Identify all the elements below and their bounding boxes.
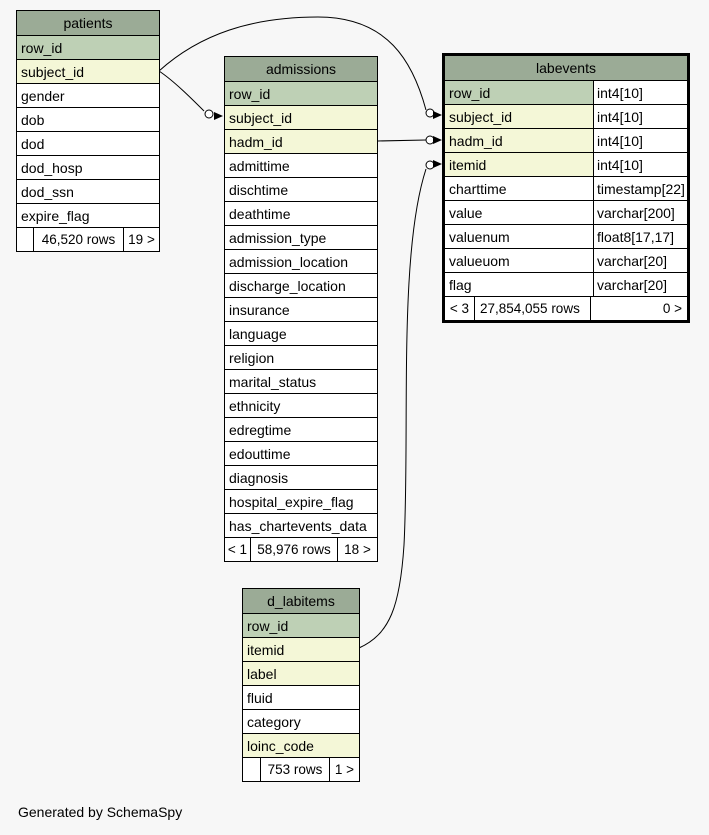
footer-related-right: 19 > bbox=[123, 228, 159, 251]
table-row[interactable] bbox=[225, 441, 377, 465]
column-name: loinc_code bbox=[243, 734, 359, 757]
relationship-arrow-labevents-itemid bbox=[433, 160, 442, 168]
column-name: edregtime bbox=[229, 421, 292, 438]
column-name: has_chartevents_data bbox=[229, 517, 367, 534]
column-name: subject_id bbox=[445, 105, 593, 128]
footer-row-count: 46,520 rows bbox=[41, 231, 116, 247]
column-name: valuenum bbox=[449, 228, 510, 245]
relationship-line-patients-admissions bbox=[159, 71, 204, 111]
table-admissions-body bbox=[225, 81, 377, 537]
relationship-circle-admissions-subject-id bbox=[205, 110, 213, 118]
column-type: varchar[200] bbox=[593, 201, 687, 224]
column-name: category bbox=[247, 713, 301, 730]
column-type: int4[10] bbox=[593, 105, 687, 128]
table-labevents-body bbox=[445, 80, 687, 296]
table-row[interactable] bbox=[225, 297, 377, 321]
footer-related-right: 1 > bbox=[329, 758, 359, 781]
column-name: row_id bbox=[225, 82, 377, 105]
table-row[interactable] bbox=[225, 393, 377, 417]
table-row[interactable] bbox=[17, 83, 159, 107]
table-row[interactable] bbox=[17, 203, 159, 227]
table-row[interactable] bbox=[445, 200, 687, 224]
table-d-labitems-header[interactable]: d_labitems bbox=[243, 589, 359, 613]
table-row[interactable] bbox=[445, 224, 687, 248]
column-name: insurance bbox=[229, 301, 290, 318]
table-row[interactable] bbox=[225, 273, 377, 297]
column-name: row_id bbox=[445, 81, 593, 104]
column-name: ethnicity bbox=[229, 397, 281, 414]
column-name: admission_location bbox=[229, 253, 349, 270]
column-name: dob bbox=[21, 111, 45, 128]
table-row[interactable] bbox=[17, 107, 159, 131]
table-row[interactable] bbox=[225, 177, 377, 201]
column-name: subject_id bbox=[225, 106, 377, 129]
table-patients bbox=[16, 10, 160, 252]
table-labevents-footer bbox=[445, 296, 687, 320]
table-patients-footer bbox=[17, 227, 159, 251]
table-row[interactable] bbox=[17, 59, 159, 83]
column-type: timestamp[22] bbox=[593, 177, 687, 200]
column-name: marital_status bbox=[229, 373, 317, 390]
table-admissions bbox=[224, 56, 378, 562]
table-row[interactable] bbox=[225, 201, 377, 225]
column-type: int4[10] bbox=[593, 129, 687, 152]
table-d-labitems bbox=[242, 588, 360, 782]
relationship-arrow-admissions-subject-id bbox=[214, 112, 223, 120]
table-row[interactable] bbox=[445, 128, 687, 152]
table-admissions-header[interactable]: admissions bbox=[225, 57, 377, 81]
table-row[interactable] bbox=[17, 35, 159, 59]
column-type: float8[17,17] bbox=[593, 225, 687, 248]
table-row[interactable] bbox=[225, 249, 377, 273]
column-name: discharge_location bbox=[229, 277, 346, 294]
table-row[interactable] bbox=[225, 417, 377, 441]
column-name: language bbox=[229, 325, 287, 342]
column-name: hospital_expire_flag bbox=[229, 493, 354, 510]
table-row[interactable] bbox=[243, 709, 359, 733]
table-labevents-header[interactable]: labevents bbox=[445, 56, 687, 80]
table-row[interactable] bbox=[17, 155, 159, 179]
column-name: gender bbox=[21, 87, 65, 104]
table-row[interactable] bbox=[225, 369, 377, 393]
table-row[interactable] bbox=[243, 661, 359, 685]
footer-related-right: 18 > bbox=[337, 538, 377, 561]
table-admissions-footer bbox=[225, 537, 377, 561]
table-row[interactable] bbox=[445, 80, 687, 104]
column-name: diagnosis bbox=[229, 469, 289, 486]
column-name: deathtime bbox=[229, 205, 291, 222]
column-name: flag bbox=[449, 276, 472, 293]
column-name: expire_flag bbox=[21, 207, 90, 224]
column-name: dischtime bbox=[229, 181, 289, 198]
table-patients-header[interactable]: patients bbox=[17, 11, 159, 35]
generated-by-note: Generated by SchemaSpy bbox=[18, 804, 183, 820]
table-row[interactable] bbox=[445, 104, 687, 128]
table-patients-body bbox=[17, 35, 159, 227]
column-name: subject_id bbox=[17, 60, 159, 83]
table-row[interactable] bbox=[225, 153, 377, 177]
column-name: row_id bbox=[17, 36, 159, 59]
column-name: valueuom bbox=[449, 252, 510, 269]
column-name: dod bbox=[21, 135, 45, 152]
table-row[interactable] bbox=[445, 176, 687, 200]
column-name: admittime bbox=[229, 157, 290, 174]
column-name: itemid bbox=[445, 153, 593, 176]
column-name: religion bbox=[229, 349, 275, 366]
relationship-arrow-labevents-subject-id bbox=[433, 111, 442, 119]
table-row[interactable] bbox=[225, 129, 377, 153]
footer-row-count: 753 rows bbox=[267, 761, 323, 777]
table-row[interactable] bbox=[17, 131, 159, 155]
column-name: value bbox=[449, 204, 483, 221]
column-name: itemid bbox=[243, 638, 359, 661]
table-row[interactable] bbox=[225, 345, 377, 369]
table-row[interactable] bbox=[225, 489, 377, 513]
column-name: admission_type bbox=[229, 229, 327, 246]
column-name: charttime bbox=[449, 180, 507, 197]
relationship-line-admissions-labevents bbox=[378, 140, 426, 141]
footer-related-left: < 3 bbox=[445, 297, 475, 320]
table-row[interactable] bbox=[225, 513, 377, 537]
column-name: label bbox=[243, 662, 359, 685]
column-type: varchar[20] bbox=[593, 249, 687, 272]
column-name: hadm_id bbox=[225, 130, 377, 153]
column-type: int4[10] bbox=[593, 81, 687, 104]
table-d-labitems-body bbox=[243, 613, 359, 757]
table-row[interactable] bbox=[225, 105, 377, 129]
relationship-circle-labevents-hadm-id bbox=[426, 136, 434, 144]
relationship-arrow-labevents-hadm-id bbox=[433, 136, 442, 144]
table-row[interactable] bbox=[243, 733, 359, 757]
footer-related-left: < 1 bbox=[225, 538, 251, 561]
footer-related-left bbox=[243, 758, 261, 781]
table-row[interactable] bbox=[17, 179, 159, 203]
column-name: row_id bbox=[243, 614, 359, 637]
footer-row-count: 27,854,055 rows bbox=[480, 300, 580, 316]
column-name: hadm_id bbox=[445, 129, 593, 152]
table-row[interactable] bbox=[445, 248, 687, 272]
table-row[interactable] bbox=[225, 465, 377, 489]
table-labevents bbox=[442, 53, 690, 323]
column-name: dod_hosp bbox=[21, 159, 83, 176]
relationship-circle-labevents-subject-id bbox=[426, 109, 434, 117]
footer-related-left bbox=[17, 228, 34, 251]
relationship-circle-labevents-itemid bbox=[426, 161, 434, 169]
table-row[interactable] bbox=[225, 225, 377, 249]
table-row[interactable] bbox=[243, 685, 359, 709]
footer-row-count: 58,976 rows bbox=[257, 541, 331, 557]
column-name: fluid bbox=[247, 689, 273, 706]
table-row[interactable] bbox=[243, 637, 359, 661]
table-row[interactable] bbox=[225, 321, 377, 345]
column-type: int4[10] bbox=[593, 153, 687, 176]
column-type: varchar[20] bbox=[593, 273, 687, 296]
table-row[interactable] bbox=[445, 272, 687, 296]
table-row[interactable] bbox=[225, 81, 377, 105]
column-name: dod_ssn bbox=[21, 183, 74, 200]
table-d-labitems-footer bbox=[243, 757, 359, 781]
table-row[interactable] bbox=[445, 152, 687, 176]
table-row[interactable] bbox=[243, 613, 359, 637]
footer-related-right: 0 > bbox=[590, 297, 687, 320]
column-name: edouttime bbox=[229, 445, 291, 462]
